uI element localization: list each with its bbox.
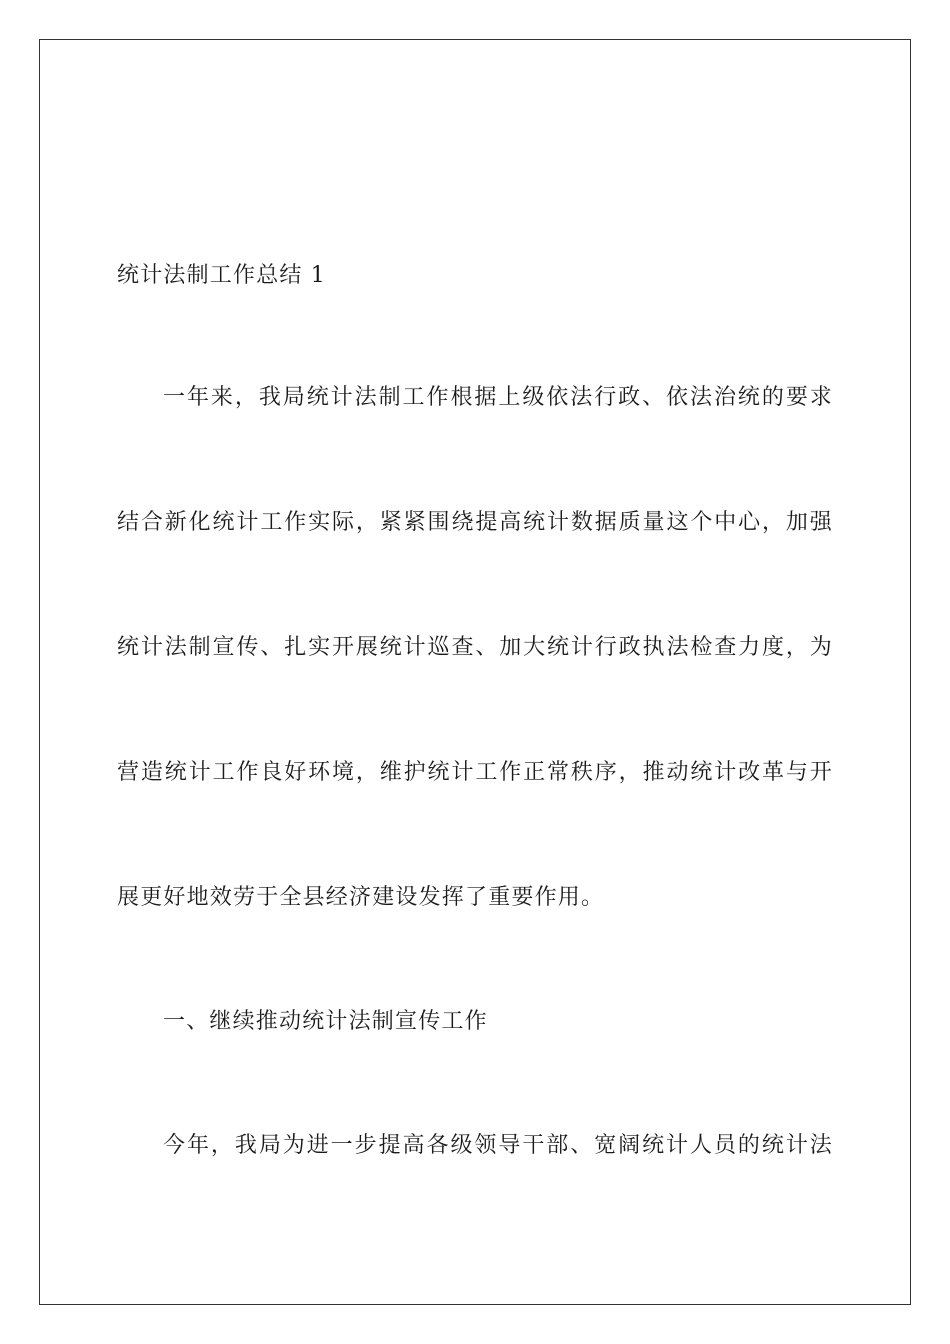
document-title: 统计法制工作总结 1 [117,263,326,288]
paragraph-line: 统计法制宣传、扎实开展统计巡查、加大统计行政执法检查力度，为 [117,635,833,660]
paragraph-line: 展更好地效劳于全县经济建设发挥了重要作用。 [117,885,605,910]
paragraph-line: 一年来，我局统计法制工作根据上级依法行政、依法治统的要求 [163,385,833,410]
page-frame [39,39,911,1305]
section-heading: 一、继续推动统计法制宣传工作 [163,1009,488,1034]
paragraph-line: 今年，我局为进一步提高各级领导干部、宽阔统计人员的统计法 [163,1133,833,1158]
paragraph-line: 结合新化统计工作实际，紧紧围绕提高统计数据质量这个中心，加强 [117,510,833,535]
paragraph-line: 营造统计工作良好环境，维护统计工作正常秩序，推动统计改革与开 [117,760,833,785]
